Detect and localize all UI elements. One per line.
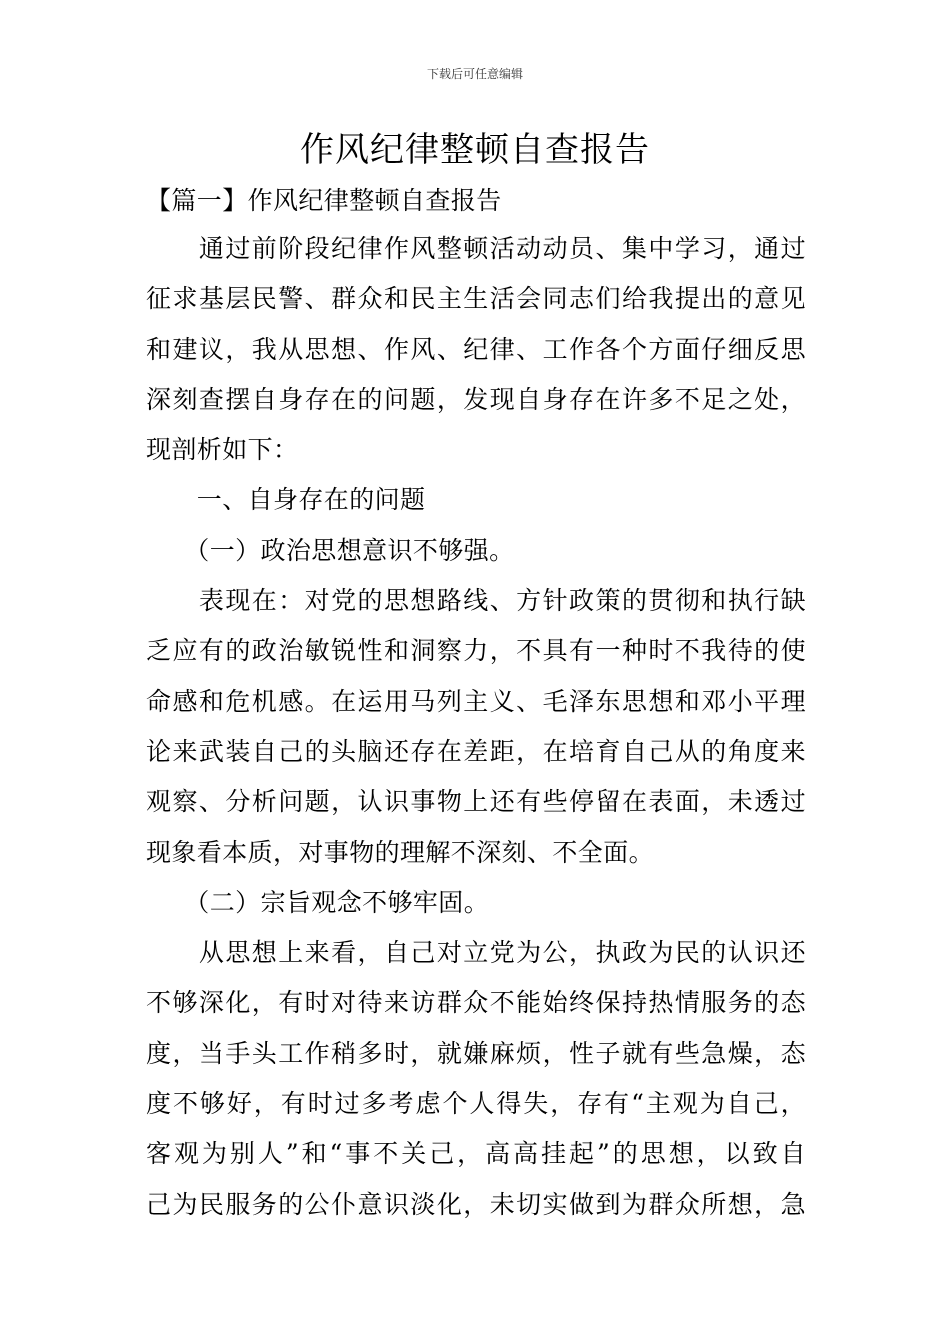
page-header-note: 下载后可任意编辑 bbox=[426, 67, 523, 81]
paragraph-line: 从思想上来看，自己对立党为公，执政为民的认识还 bbox=[146, 938, 806, 968]
paragraph-line: 观察、分析问题，认识事物上还有些停留在表面，未透过 bbox=[146, 787, 806, 817]
document-body bbox=[146, 177, 806, 1230]
paragraph-line: 现象看本质，对事物的理解不深刻、不全面。 bbox=[146, 837, 655, 867]
paragraph-line: 不够深化，有时对待来访群众不能始终保持热情服务的态 bbox=[146, 988, 806, 1018]
paragraph-line: 乏应有的政治敏锐性和洞察力，不具有一种时不我待的使 bbox=[146, 636, 806, 666]
paragraph-line: 深刻查摆自身存在的问题，发现自身存在许多不足之处， bbox=[146, 384, 806, 414]
paragraph-line: 命感和危机感。在运用马列主义、毛泽东思想和邓小平理 bbox=[146, 686, 806, 716]
document-title: 作风纪律整顿自查报告 bbox=[300, 130, 650, 170]
subsection-heading: （一）政治思想意识不够强。 bbox=[146, 535, 515, 565]
paragraph-line: 度不够好，有时过多考虑个人得失，存有“主观为自己， bbox=[146, 1089, 806, 1119]
paragraph-line: 己为民服务的公仆意识淡化，未切实做到为群众所想，急 bbox=[146, 1189, 806, 1219]
paragraph-line: 客观为别人”和“事不关己，高高挂起”的思想，以致自 bbox=[146, 1139, 806, 1169]
subsection-heading: （二）宗旨观念不够牢固。 bbox=[146, 887, 490, 917]
paragraph-line: 现剖析如下： bbox=[146, 435, 299, 465]
section-heading: 【篇一】作风纪律整顿自查报告 bbox=[146, 186, 502, 215]
paragraph-line: 征求基层民警、群众和民主生活会同志们给我提出的意见 bbox=[146, 284, 806, 314]
paragraph-line: 通过前阶段纪律作风整顿活动动员、集中学习，通过 bbox=[146, 234, 806, 263]
paragraph-line: 论来武装自己的头脑还存在差距，在培育自己从的角度来 bbox=[146, 736, 806, 766]
subsection-heading: 一、自身存在的问题 bbox=[146, 485, 426, 515]
paragraph-line: 和建议，我从思想、作风、纪律、工作各个方面仔细反思 bbox=[146, 334, 806, 364]
paragraph-line: 表现在：对党的思想路线、方针政策的贯彻和执行缺 bbox=[146, 586, 806, 616]
paragraph-line: 度，当手头工作稍多时，就嫌麻烦，性子就有些急燥，态 bbox=[146, 1038, 806, 1068]
